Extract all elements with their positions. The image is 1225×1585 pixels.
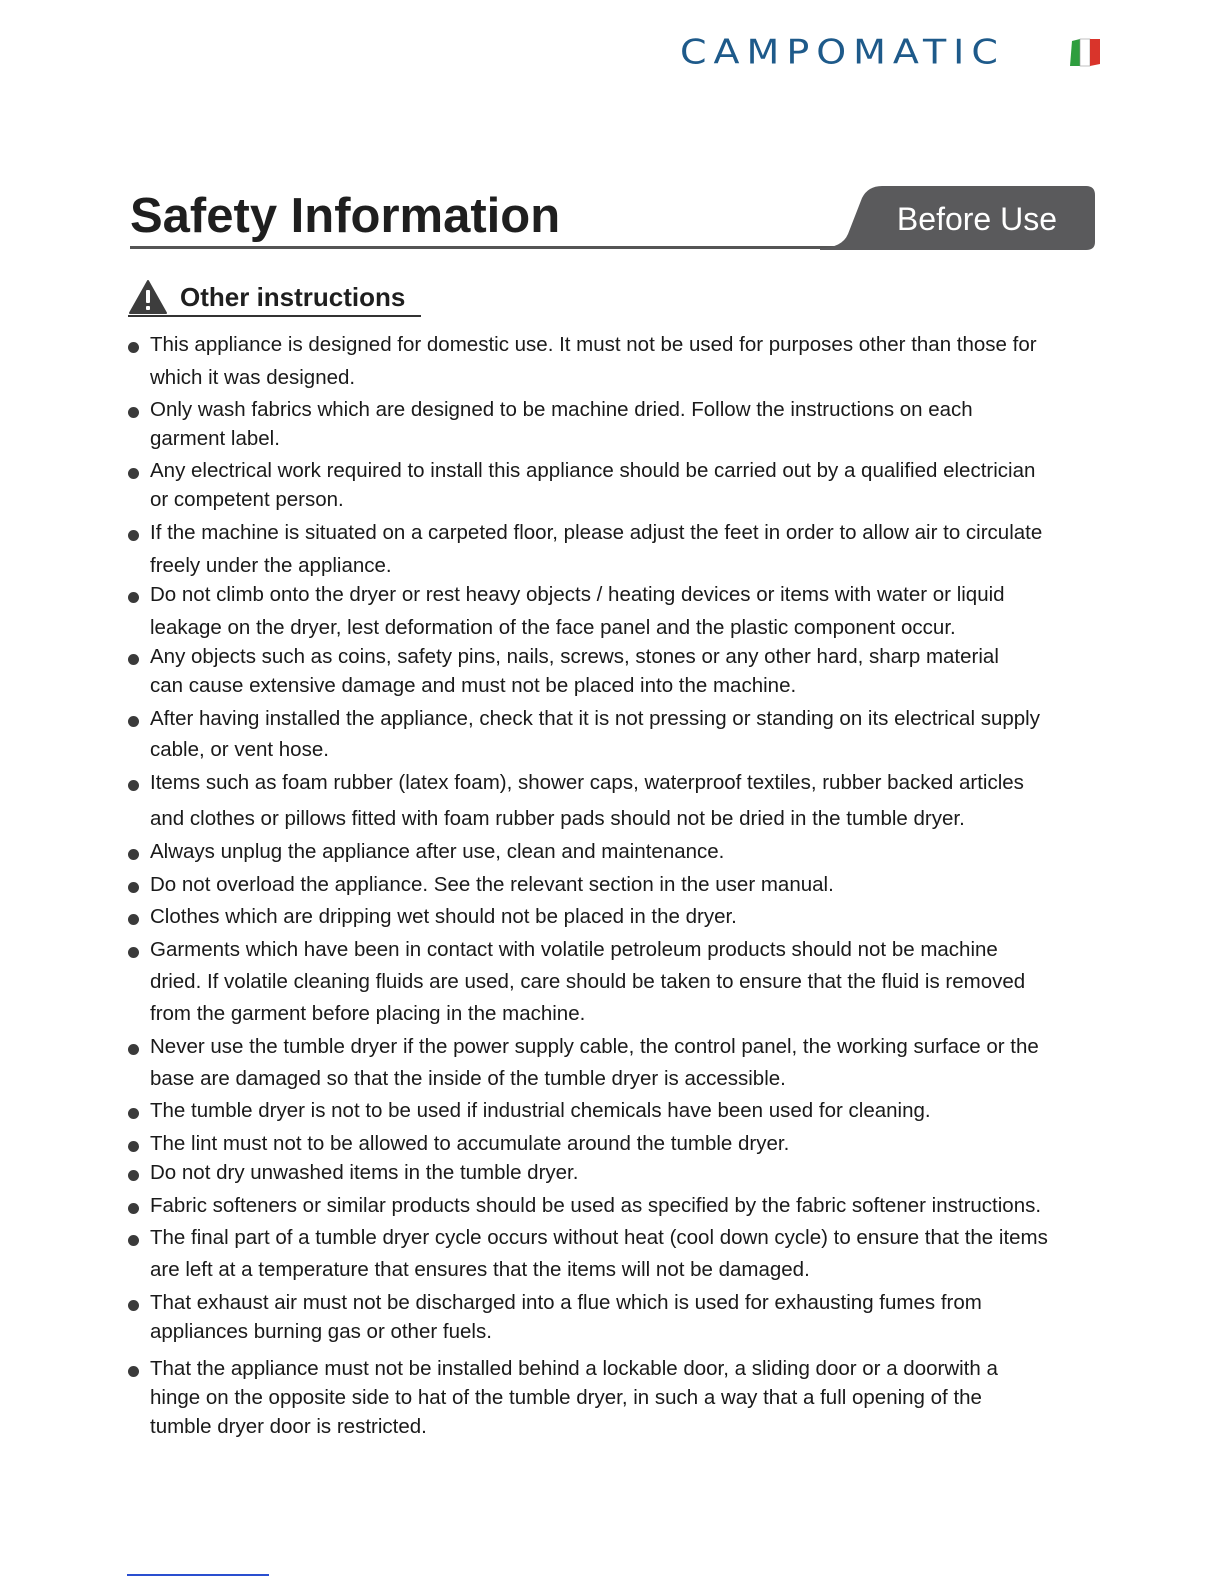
section-heading: Other instructions [180, 282, 406, 312]
bullet-icon [128, 1044, 139, 1055]
bullet-icon [128, 1203, 139, 1214]
list-item-text: freely under the appliance. [150, 554, 392, 577]
list-item-text: are left at a temperature that ensures that the items will not be damaged. [150, 1258, 810, 1281]
bullet-icon [128, 716, 139, 727]
list-item-text: or competent person. [150, 488, 344, 511]
list-item-text: If the machine is situated on a carpeted floor, please adjust the feet in order to allow air to circulate [150, 521, 1043, 544]
list-item-text: can cause extensive damage and must not be placed into the machine. [150, 674, 797, 697]
bullet-icon [128, 849, 139, 860]
bullet-icon [128, 914, 139, 925]
bullet-icon [128, 780, 139, 791]
footer-link-underline [127, 1574, 269, 1576]
bullet-icon [128, 407, 139, 418]
list-item-text: This appliance is designed for domestic use. It must not be used for purposes other than those for [150, 333, 1037, 356]
list-item-text: Any objects such as coins, safety pins, nails, screws, stones or any other hard, sharp material [150, 645, 999, 668]
bullet-icon [128, 468, 139, 479]
list-item-text: Do not overload the appliance. See the relevant section in the user manual. [150, 873, 834, 896]
list-item-text: Do not dry unwashed items in the tumble dryer. [150, 1161, 579, 1184]
list-item-text: appliances burning gas or other fuels. [150, 1320, 492, 1343]
bullet-icon [128, 1300, 139, 1311]
list-item-text: Items such as foam rubber (latex foam), shower caps, waterproof textiles, rubber backed articles [150, 771, 1024, 794]
list-item-text: garment label. [150, 427, 280, 450]
list-item-text: leakage on the dryer, lest deformation of the face panel and the plastic component occur. [150, 616, 956, 639]
bullet-icon [128, 882, 139, 893]
list-item-text: hinge on the opposite side to hat of the tumble dryer, in such a way that a full opening of the [150, 1386, 982, 1409]
list-item-text: After having installed the appliance, check that it is not pressing or standing on its electrical supply [150, 707, 1040, 730]
list-item-text: dried. If volatile cleaning fluids are used, care should be taken to ensure that the fluid is removed [150, 970, 1026, 993]
bullet-icon [128, 1141, 139, 1152]
list-item-text: That the appliance must not be installed behind a lockable door, a sliding door or a doorwith a [150, 1357, 998, 1380]
list-item-text: The tumble dryer is not to be used if industrial chemicals have been used for cleaning. [150, 1099, 931, 1122]
bullet-icon [128, 1170, 139, 1181]
list-item-text: which it was designed. [150, 366, 356, 389]
brand-name: CAMPOMATIC [680, 32, 1005, 72]
list-item-text: from the garment before placing in the machine. [150, 1002, 586, 1025]
page-title: Safety Information [130, 189, 561, 243]
bullet-icon [128, 342, 139, 353]
list-item-text: Clothes which are dripping wet should not be placed in the dryer. [150, 905, 737, 928]
list-item-text: That exhaust air must not be discharged into a flue which is used for exhausting fumes from [150, 1291, 982, 1314]
list-item-text: The final part of a tumble dryer cycle occurs without heat (cool down cycle) to ensure that the items [150, 1226, 1048, 1249]
bullet-icon [128, 654, 139, 665]
list-item-text: cable, or vent hose. [150, 738, 329, 761]
bullet-icon [128, 530, 139, 541]
list-item-text: Do not climb onto the dryer or rest heavy objects / heating devices or items with water or liquid [150, 583, 1005, 606]
list-item-text: Fabric softeners or similar products should be used as specified by the fabric softener instructions. [150, 1194, 1042, 1217]
list-item-text: Never use the tumble dryer if the power supply cable, the control panel, the working surface or the [150, 1035, 1039, 1058]
list-item-text: tumble dryer door is restricted. [150, 1415, 427, 1438]
list-item-text: Only wash fabrics which are designed to be machine dried. Follow the instructions on each [150, 398, 973, 421]
bullet-icon [128, 1366, 139, 1377]
list-item-text: Any electrical work required to install this appliance should be carried out by a qualified electrician [150, 459, 1036, 482]
list-item-text: base are damaged so that the inside of the tumble dryer is accessible. [150, 1067, 786, 1090]
list-item-text: Garments which have been in contact with volatile petroleum products should not be machine [150, 938, 998, 961]
list-item-text: and clothes or pillows fitted with foam rubber pads should not be dried in the tumble dryer. [150, 807, 965, 830]
list-item-text: The lint must not to be allowed to accumulate around the tumble dryer. [150, 1132, 790, 1155]
bullet-icon [128, 1235, 139, 1246]
list-item-text: Always unplug the appliance after use, clean and maintenance. [150, 840, 725, 863]
section-tab-label: Before Use [896, 201, 1057, 237]
bullet-icon [128, 1108, 139, 1119]
bullet-icon [128, 947, 139, 958]
bullet-icon [128, 592, 139, 603]
